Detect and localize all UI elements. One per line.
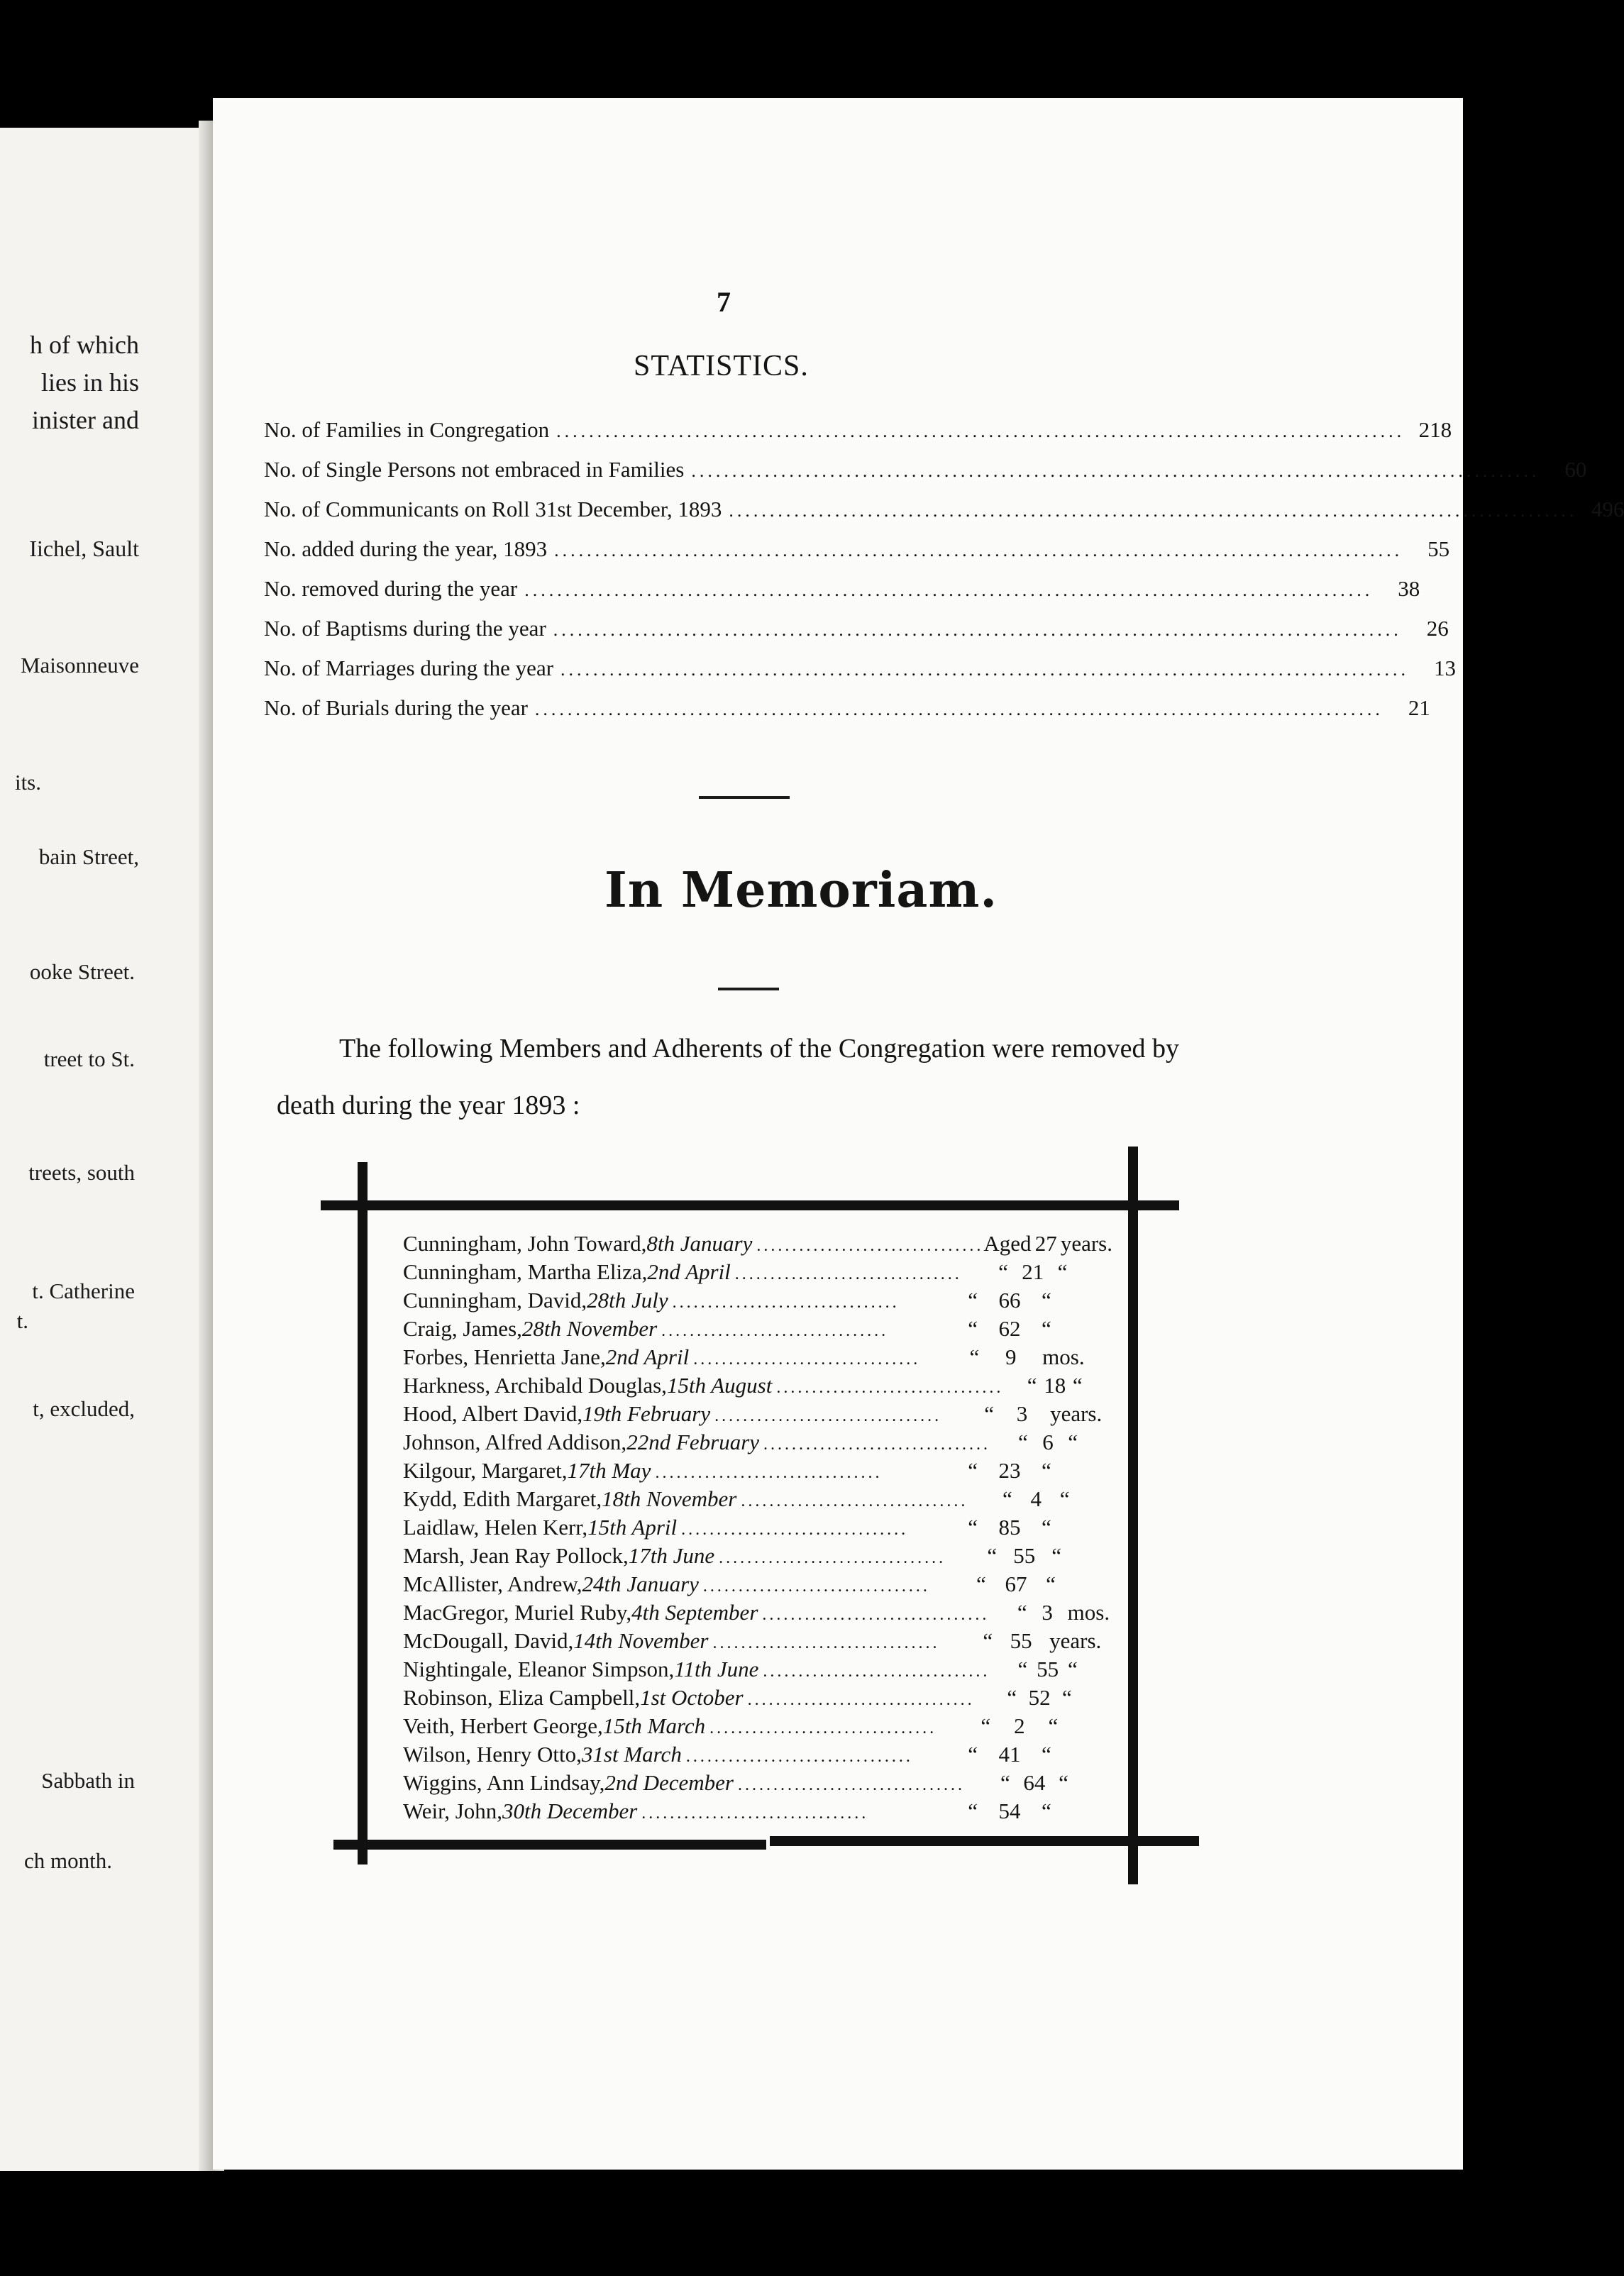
list-item [403,1288,1112,1316]
entry-age: 62 [998,1316,1021,1341]
leader-dots: ................................ [747,1691,975,1709]
entry-unit: “ [1059,1770,1068,1795]
entry-unit: “ [1068,1430,1078,1454]
statistics-row [264,536,1450,569]
left-page-fragment: Maisonneuve [20,653,139,678]
frame-top-bar [321,1200,1179,1210]
entry-name: Laidlaw, Helen Kerr, [403,1515,588,1540]
statistics-row [264,497,1624,529]
leader-dots: ................................ [661,1322,889,1340]
list-item [403,1401,1112,1430]
entry-unit: years. [1050,1401,1103,1426]
left-page-fragment: its. [14,770,41,795]
list-item [403,1430,1112,1458]
list-item [403,1571,1112,1600]
leader-dots: ........................................................................................................ [524,580,1374,600]
entry-name: Kydd, Edith Margaret, [403,1486,602,1511]
statistics-value: 55 [1427,536,1450,561]
statistics-value: 38 [1398,576,1420,601]
entry-unit: “ [1042,1316,1051,1341]
list-item [403,1458,1112,1486]
entry-name: Forbes, Henrietta Jane, [403,1344,606,1369]
leader-dots: ................................ [685,1747,913,1766]
entry-name: Wilson, Henry Otto, [403,1742,582,1767]
entry-date: 19th February [582,1401,711,1426]
left-page-fragment: h of which [30,331,139,359]
statistics-row [264,576,1420,609]
entry-age: 67 [1005,1571,1027,1596]
statistics-row [264,457,1587,490]
entry-aged: “ [1000,1770,1010,1795]
leader-dots: ................................ [693,1350,921,1369]
entry-unit: years. [1060,1231,1112,1256]
list-item [403,1742,1112,1770]
statistics-value: 26 [1426,616,1449,641]
statistics-label: No. of Burials during the year [264,695,528,720]
entry-aged: “ [1002,1486,1012,1511]
statistics-label: No. of Families in Congregation [264,417,550,442]
entry-unit: mos. [1042,1344,1085,1369]
section-divider [699,796,790,799]
entry-age: 54 [998,1799,1021,1823]
leader-dots: ................................ [776,1379,1004,1397]
entry-age: 55 [1010,1628,1032,1653]
entry-age: 4 [1030,1486,1042,1511]
list-item [403,1657,1112,1685]
leader-dots: ................................ [641,1804,869,1823]
entry-age: 55 [1037,1657,1059,1681]
entry-unit: “ [1057,1259,1068,1284]
section-divider [718,988,779,990]
entry-aged: “ [1027,1373,1037,1398]
entry-age: 18 [1044,1373,1066,1398]
statistics-label: No. of Communicants on Roll 31st December, 1893 [264,497,722,521]
entry-unit: “ [1042,1799,1051,1823]
leader-dots: ................................ [741,1492,968,1510]
frame-bottom-bar-left [333,1840,766,1850]
entry-age: 41 [998,1742,1021,1767]
entry-unit: years. [1049,1628,1102,1653]
list-item [403,1486,1112,1515]
list-item [403,1231,1112,1259]
entry-age: 2 [1014,1713,1025,1738]
statistics-value: 60 [1564,457,1587,482]
statistics-label: No. of Marriages during the year [264,656,554,680]
left-page-fragment: lies in his [40,368,139,397]
leader-dots: ................................ [756,1237,984,1255]
entry-date: 18th November [602,1486,737,1511]
entry-date: 15th April [587,1515,678,1540]
leader-dots: ................................ [763,1435,991,1454]
entry-aged: “ [968,1742,978,1767]
leader-dots: ................................ [712,1634,940,1652]
page-number: 7 [717,286,731,318]
entry-name: McDougall, David, [403,1628,574,1653]
entry-aged: “ [968,1316,978,1341]
entry-age: 52 [1028,1685,1051,1710]
entry-date: 1st October [640,1685,744,1710]
leader-dots: ........................................................................................................ [554,540,1403,560]
list-item [403,1628,1112,1657]
entry-name: Nightingale, Eleanor Simpson, [403,1657,675,1681]
leader-dots: ................................ [714,1407,942,1425]
left-page-fragment: t. Catherine [32,1278,135,1303]
memoriam-heading: In Memoriam. [604,862,998,919]
entry-aged: “ [968,1288,978,1313]
entry-date: 8th January [646,1231,753,1256]
entry-aged: “ [968,1458,978,1483]
leader-dots: ................................ [719,1549,946,1567]
entry-age: 3 [1042,1600,1053,1625]
leader-dots: ................................ [672,1293,900,1312]
list-item [403,1515,1112,1543]
entry-aged: “ [984,1401,994,1426]
entry-age: 3 [1016,1401,1028,1426]
list-item [403,1600,1112,1628]
entry-age: 9 [1005,1344,1017,1369]
list-item [403,1344,1112,1373]
frame-right-bar [1128,1147,1138,1884]
entry-age: 55 [1013,1543,1036,1568]
entry-name: Cunningham, John Toward, [403,1231,647,1256]
entry-unit: “ [1072,1373,1083,1398]
statistics-row [264,695,1430,728]
entry-aged: “ [976,1571,986,1596]
leader-dots: ................................ [737,1776,965,1794]
entry-date: 28th July [587,1288,668,1313]
entry-name: MacGregor, Muriel Ruby, [403,1600,632,1625]
entry-age: 6 [1042,1430,1054,1454]
leader-dots: ........................................................................................................ [560,659,1410,680]
list-item [403,1543,1112,1571]
statistics-title: STATISTICS. [634,350,809,382]
entry-age: 23 [998,1458,1021,1483]
frame-left-bar [358,1162,368,1865]
right-page [213,98,1463,2170]
left-page-fragment: t, excluded, [33,1396,135,1421]
entry-date: 15th March [602,1713,706,1738]
entry-aged: “ [1007,1685,1017,1710]
list-item [403,1259,1112,1288]
left-page-fragment: treet to St. [43,1046,135,1071]
entry-aged: “ [1017,1657,1028,1681]
entry-date: 15th August [666,1373,773,1398]
memoriam-intro: The following Members and Adherents of the Congregation were removed by death during the year 1893 : [277,1034,1180,1120]
left-page-fragment: inister and [32,406,139,434]
statistics-value: 496 [1591,497,1624,521]
statistics-row [264,417,1452,450]
leader-dots: ................................ [655,1464,883,1482]
entry-unit: “ [1068,1657,1078,1681]
entry-aged: “ [983,1628,993,1653]
list-item [403,1770,1112,1799]
entry-aged: Aged [983,1231,1032,1256]
entry-date: 22nd February [626,1430,760,1454]
entry-aged: “ [998,1259,1008,1284]
entry-date: 17th May [567,1458,651,1483]
left-page-fragment: Iichel, Sault [29,536,139,561]
leader-dots: ........................................................................................................ [556,421,1405,441]
entry-name: Hood, Albert David, [403,1401,583,1426]
leader-dots: ........................................................................................................ [691,460,1540,481]
entry-unit: mos. [1067,1600,1110,1625]
memoriam-list [403,1231,1112,1827]
statistics-value: 21 [1408,695,1430,720]
entry-unit: “ [1062,1685,1072,1710]
entry-unit: “ [1059,1486,1070,1511]
statistics-row [264,656,1457,688]
leader-dots: ................................ [702,1577,930,1596]
entry-name: Veith, Herbert George, [403,1713,603,1738]
leader-dots: ................................ [709,1719,937,1738]
entry-age: 21 [1022,1259,1044,1284]
entry-unit: “ [1042,1458,1051,1483]
entry-name: Harkness, Archibald Douglas, [403,1373,667,1398]
entry-age: 27 [1034,1231,1057,1256]
entry-aged: “ [968,1799,978,1823]
entry-date: 31st March [581,1742,682,1767]
entry-unit: “ [1042,1288,1051,1313]
list-item [403,1685,1112,1713]
entry-name: Craig, James, [403,1316,522,1341]
entry-date: 30th December [502,1799,638,1823]
entry-name: Cunningham, Martha Eliza, [403,1259,648,1284]
left-page-fragment: Sabbath in [41,1768,135,1793]
left-page-fragment: treets, south [28,1160,135,1185]
statistics-row [264,616,1449,648]
leader-dots: ................................ [762,1606,990,1624]
statistics-label: No. removed during the year [264,576,518,601]
list-item [403,1316,1112,1344]
list-item [403,1713,1112,1742]
entry-aged: “ [1017,1600,1027,1625]
list-item [403,1373,1112,1401]
entry-name: Weir, John, [403,1799,503,1823]
statistics-label: No. of Single Persons not embraced in Families [264,457,685,482]
left-page-fragment: ooke Street. [29,959,135,984]
entry-name: Wiggins, Ann Lindsay, [403,1770,605,1795]
entry-name: Marsh, Jean Ray Pollock, [403,1543,629,1568]
left-facing-page [0,128,199,2171]
leader-dots: ................................ [734,1265,962,1283]
left-page-fragment: ch month. [24,1848,112,1873]
entry-date: 28th November [521,1316,658,1341]
entry-age: 64 [1023,1770,1046,1795]
entry-date: 17th June [628,1543,715,1568]
entry-unit: “ [1042,1742,1051,1767]
entry-date: 11th June [674,1657,759,1681]
entry-date: 2nd April [647,1259,731,1284]
entry-unit: “ [1048,1713,1059,1738]
leader-dots: ........................................................................................................ [534,699,1383,719]
entry-date: 2nd April [605,1344,690,1369]
statistics-value: 218 [1418,417,1452,442]
entry-unit: “ [1051,1543,1062,1568]
entry-age: 66 [998,1288,1021,1313]
leader-dots: ................................ [763,1662,990,1681]
entry-name: Robinson, Eliza Campbell, [403,1685,641,1710]
entry-aged: “ [1017,1430,1028,1454]
entry-unit: “ [1042,1515,1051,1540]
entry-name: Johnson, Alfred Addison, [403,1430,627,1454]
entry-date: 4th September [631,1600,758,1625]
entry-date: 2nd December [604,1770,734,1795]
leader-dots: ................................ [681,1520,909,1539]
entry-age: 85 [998,1515,1021,1540]
entry-name: McAllister, Andrew, [403,1571,582,1596]
leader-dots: ........................................................................................................ [553,619,1402,640]
entry-unit: “ [1046,1571,1056,1596]
left-page-fragment: bain Street, [38,844,139,869]
leader-dots: ........................................................................................................ [729,500,1578,521]
entry-name: Kilgour, Margaret, [403,1458,568,1483]
statistics-label: No. of Baptisms during the year [264,616,546,641]
entry-aged: “ [968,1515,978,1540]
left-page-fragment: t. [16,1308,28,1333]
entry-name: Cunningham, David, [403,1288,587,1313]
entry-aged: “ [987,1543,998,1568]
entry-aged: “ [969,1344,980,1369]
list-item [403,1799,1112,1827]
entry-date: 14th November [573,1628,709,1653]
entry-aged: “ [981,1713,991,1738]
entry-date: 24th January [582,1571,699,1596]
statistics-label: No. added during the year, 1893 [264,536,548,561]
statistics-value: 13 [1434,656,1457,680]
